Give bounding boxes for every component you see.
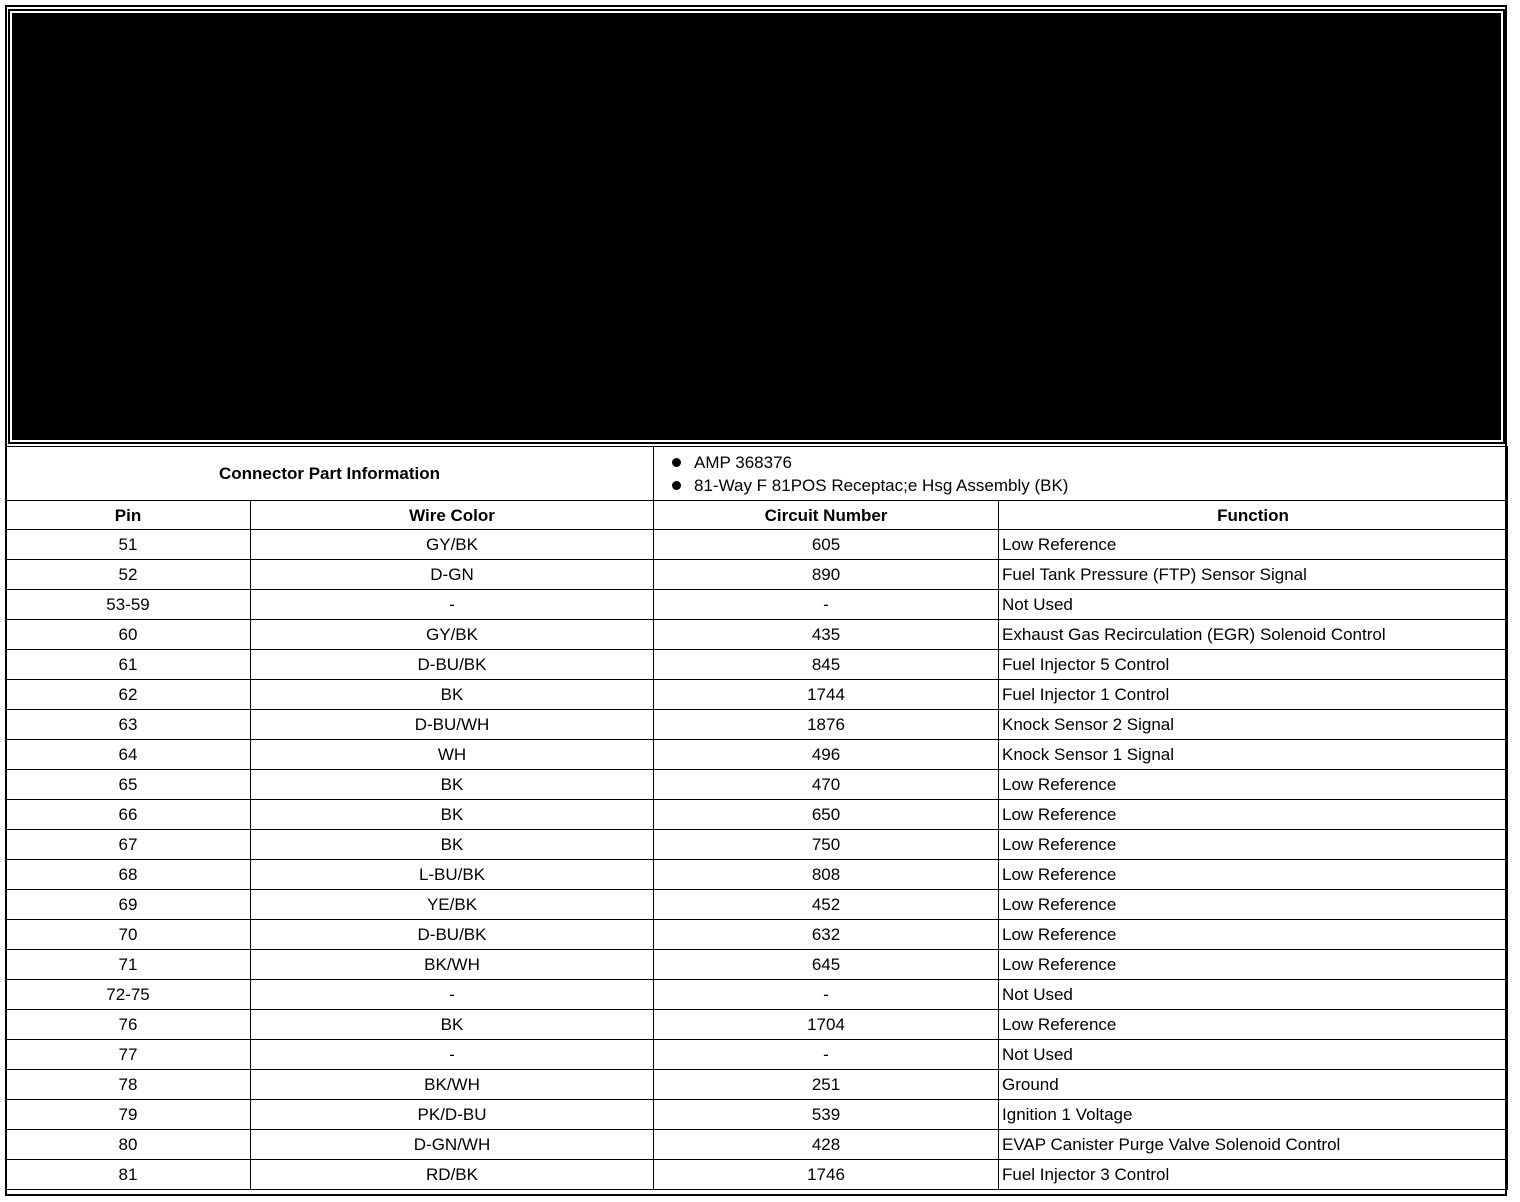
wire-color-cell: BK xyxy=(251,830,654,860)
table-row xyxy=(6,620,1508,650)
circuit-number-cell: - xyxy=(654,1040,999,1070)
function-cell: Low Reference xyxy=(999,1010,1508,1040)
pin-cell: 72-75 xyxy=(6,980,251,1010)
pin-cell: 68 xyxy=(6,860,251,890)
pin-cell: 53-59 xyxy=(6,590,251,620)
pin-cell: 51 xyxy=(6,530,251,560)
function-cell: Fuel Injector 1 Control xyxy=(999,680,1508,710)
pin-cell: 81 xyxy=(6,1160,251,1190)
connector-image-placeholder xyxy=(8,9,1505,444)
table-row xyxy=(6,1010,1508,1040)
function-cell: Not Used xyxy=(999,590,1508,620)
wire-color-cell: PK/D-BU xyxy=(251,1100,654,1130)
wire-color-cell: GY/BK xyxy=(251,620,654,650)
function-cell: Low Reference xyxy=(999,890,1508,920)
pin-cell: 62 xyxy=(6,680,251,710)
table-row xyxy=(6,1040,1508,1070)
table-row xyxy=(6,830,1508,860)
wire-color-cell: D-BU/BK xyxy=(251,650,654,680)
circuit-number-cell: 1876 xyxy=(654,710,999,740)
table-row xyxy=(6,800,1508,830)
pin-cell: 67 xyxy=(6,830,251,860)
circuit-number-cell: 605 xyxy=(654,530,999,560)
connector-info-item xyxy=(672,474,1507,497)
circuit-number-cell: 1746 xyxy=(654,1160,999,1190)
wire-color-cell: BK xyxy=(251,800,654,830)
wire-color-cell: - xyxy=(251,590,654,620)
table-row xyxy=(6,1070,1508,1100)
function-cell: Fuel Injector 5 Control xyxy=(999,650,1508,680)
column-header-function: Function xyxy=(999,501,1508,530)
function-cell: Low Reference xyxy=(999,860,1508,890)
function-cell: Not Used xyxy=(999,980,1508,1010)
circuit-number-cell: 1744 xyxy=(654,680,999,710)
circuit-number-cell: 650 xyxy=(654,800,999,830)
function-cell: Low Reference xyxy=(999,530,1508,560)
wire-color-cell: BK/WH xyxy=(251,1070,654,1100)
circuit-number-cell: 645 xyxy=(654,950,999,980)
circuit-number-cell: 845 xyxy=(654,650,999,680)
table-row xyxy=(6,530,1508,560)
pin-cell: 76 xyxy=(6,1010,251,1040)
connector-table xyxy=(5,446,1508,1190)
wire-color-cell: RD/BK xyxy=(251,1160,654,1190)
wire-color-cell: BK xyxy=(251,770,654,800)
circuit-number-cell: 808 xyxy=(654,860,999,890)
function-cell: Fuel Injector 3 Control xyxy=(999,1160,1508,1190)
connector-info-values xyxy=(654,447,1508,501)
circuit-number-cell: 428 xyxy=(654,1130,999,1160)
circuit-number-cell: 251 xyxy=(654,1070,999,1100)
function-cell: Exhaust Gas Recirculation (EGR) Solenoid Control xyxy=(999,620,1508,650)
table-row xyxy=(6,590,1508,620)
connector-info-item xyxy=(672,451,1507,474)
circuit-number-cell: - xyxy=(654,590,999,620)
wire-color-cell: D-BU/WH xyxy=(251,710,654,740)
circuit-number-cell: 750 xyxy=(654,830,999,860)
wire-color-cell: - xyxy=(251,1040,654,1070)
circuit-number-cell: 470 xyxy=(654,770,999,800)
wire-color-cell: - xyxy=(251,980,654,1010)
pin-cell: 66 xyxy=(6,800,251,830)
circuit-number-cell: 1704 xyxy=(654,1010,999,1040)
function-cell: EVAP Canister Purge Valve Solenoid Control xyxy=(999,1130,1508,1160)
wire-color-cell: BK/WH xyxy=(251,950,654,980)
table-row xyxy=(6,1100,1508,1130)
wire-color-cell: WH xyxy=(251,740,654,770)
wire-color-cell: D-GN/WH xyxy=(251,1130,654,1160)
pin-cell: 63 xyxy=(6,710,251,740)
connector-info-label: Connector Part Information xyxy=(6,447,654,501)
wire-color-cell: BK xyxy=(251,1010,654,1040)
connector-info-item-text: 81-Way F 81POS Receptac;e Hsg Assembly (BK) xyxy=(694,475,1069,495)
table-row xyxy=(6,1160,1508,1190)
circuit-number-cell: 452 xyxy=(654,890,999,920)
column-header-pin: Pin xyxy=(6,501,251,530)
table-header-row xyxy=(6,501,1508,530)
table-row xyxy=(6,560,1508,590)
pin-cell: 70 xyxy=(6,920,251,950)
pin-cell: 60 xyxy=(6,620,251,650)
function-cell: Fuel Tank Pressure (FTP) Sensor Signal xyxy=(999,560,1508,590)
circuit-number-cell: 890 xyxy=(654,560,999,590)
table-row xyxy=(6,1130,1508,1160)
function-cell: Knock Sensor 2 Signal xyxy=(999,710,1508,740)
function-cell: Knock Sensor 1 Signal xyxy=(999,740,1508,770)
table-row xyxy=(6,680,1508,710)
table-row xyxy=(6,980,1508,1010)
function-cell: Low Reference xyxy=(999,770,1508,800)
pin-cell: 52 xyxy=(6,560,251,590)
pin-cell: 71 xyxy=(6,950,251,980)
column-header-circuit-number: Circuit Number xyxy=(654,501,999,530)
pin-cell: 69 xyxy=(6,890,251,920)
pin-cell: 64 xyxy=(6,740,251,770)
function-cell: Low Reference xyxy=(999,950,1508,980)
function-cell: Not Used xyxy=(999,1040,1508,1070)
pin-cell: 79 xyxy=(6,1100,251,1130)
wire-color-cell: L-BU/BK xyxy=(251,860,654,890)
table-row xyxy=(6,650,1508,680)
circuit-number-cell: 435 xyxy=(654,620,999,650)
table-row xyxy=(6,950,1508,980)
pin-cell: 80 xyxy=(6,1130,251,1160)
function-cell: Low Reference xyxy=(999,800,1508,830)
circuit-number-cell: 539 xyxy=(654,1100,999,1130)
circuit-number-cell: 496 xyxy=(654,740,999,770)
pin-cell: 61 xyxy=(6,650,251,680)
table-row xyxy=(6,860,1508,890)
wire-color-cell: BK xyxy=(251,680,654,710)
column-header-wire-color: Wire Color xyxy=(251,501,654,530)
circuit-number-cell: - xyxy=(654,980,999,1010)
connector-info-item-text: AMP 368376 xyxy=(694,452,792,472)
connector-info-row xyxy=(6,447,1508,501)
wire-color-cell: D-BU/BK xyxy=(251,920,654,950)
pin-cell: 65 xyxy=(6,770,251,800)
table-row xyxy=(6,740,1508,770)
table-body xyxy=(6,530,1508,1190)
function-cell: Ignition 1 Voltage xyxy=(999,1100,1508,1130)
pin-cell: 78 xyxy=(6,1070,251,1100)
function-cell: Low Reference xyxy=(999,920,1508,950)
wire-color-cell: GY/BK xyxy=(251,530,654,560)
function-cell: Low Reference xyxy=(999,830,1508,860)
bullet-icon xyxy=(672,458,681,467)
table-row xyxy=(6,920,1508,950)
circuit-number-cell: 632 xyxy=(654,920,999,950)
table-row xyxy=(6,890,1508,920)
connector-info-list xyxy=(654,451,1507,497)
pin-cell: 77 xyxy=(6,1040,251,1070)
function-cell: Ground xyxy=(999,1070,1508,1100)
wire-color-cell: YE/BK xyxy=(251,890,654,920)
bullet-icon xyxy=(672,481,681,490)
wire-color-cell: D-GN xyxy=(251,560,654,590)
table-row xyxy=(6,770,1508,800)
table-row xyxy=(6,710,1508,740)
